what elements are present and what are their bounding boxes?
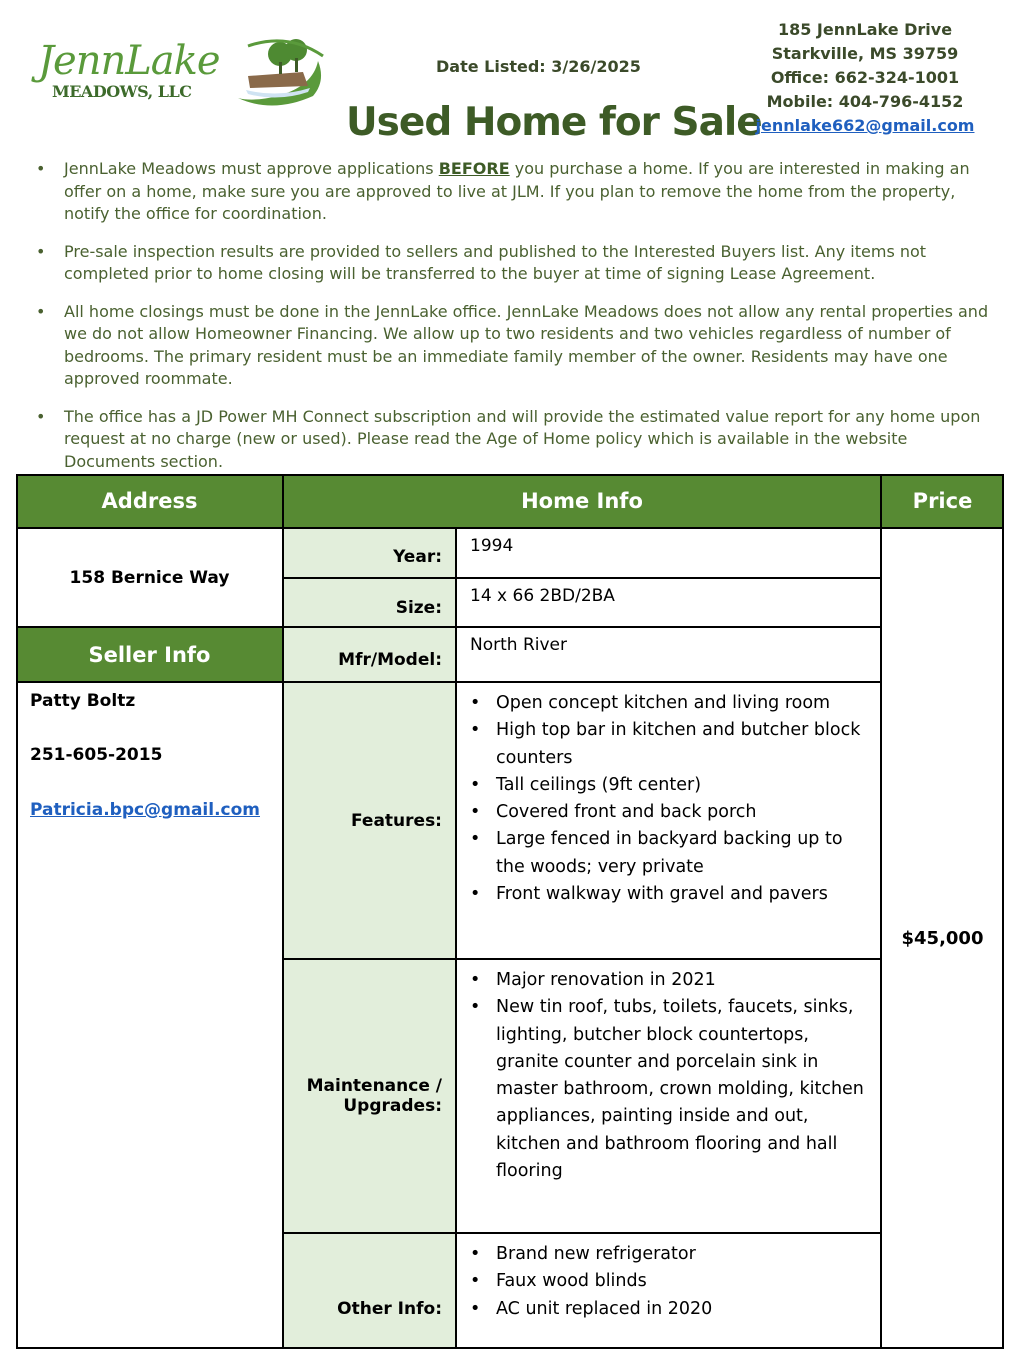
label-mfr-model: Mfr/Model:: [283, 627, 456, 682]
mfr-model-value: North River: [470, 635, 567, 655]
list-item: • Front walkway with gravel and pavers: [496, 881, 867, 908]
header-address: Address: [16, 474, 283, 528]
table-border: [455, 528, 457, 1349]
emphasis-before: BEFORE: [438, 159, 510, 178]
table-border: [16, 681, 881, 683]
list-item: • Covered front and back porch: [496, 799, 867, 826]
table-border: [16, 474, 1004, 476]
list-item: • Brand new refrigerator: [496, 1241, 867, 1268]
list-item: • Faux wood blinds: [496, 1268, 867, 1295]
list-item: • Open concept kitchen and living room: [496, 690, 867, 717]
policy-note: • The office has a JD Power MH Connect subscription and will provide the estimated value report for any home upon request at no charge (new or used). Please read the Age of Home policy which is available in the website Documents section.: [36, 406, 996, 474]
table-border: [16, 474, 18, 1349]
table-border: [880, 474, 882, 1349]
contact-email-link[interactable]: jennlake662@gmail.com: [755, 116, 975, 135]
table-border: [283, 1232, 881, 1234]
page-title: Used Home for Sale: [346, 100, 762, 145]
policy-notes: [36, 158, 996, 488]
maintenance-list: [470, 967, 867, 1185]
contact-mobile-phone: Mobile: 404-796-4152: [766, 92, 964, 111]
policy-note: • JennLake Meadows must approve applications BEFORE you purchase a home. If you are interested in making an offer on a home, make sure you are approved to live at JLM. If you plan to remove the home from the property, notify the office for coordination.: [36, 158, 996, 226]
contact-block: [750, 18, 980, 138]
contact-street: 185 JennLake Drive: [777, 20, 953, 39]
features-list: [470, 690, 867, 908]
seller-email-link[interactable]: Patricia.bpc@gmail.com: [30, 799, 260, 820]
label-features: Features:: [283, 682, 456, 959]
policy-note: • Pre-sale inspection results are provided to sellers and published to the Interested Buyers list. Any items not completed prior to home closing will be transferred to the buyer at time of signing Lease Agreement.: [36, 241, 996, 286]
contact-city: Starkville, MS 39759: [771, 44, 959, 63]
other-info-cell: [456, 1233, 881, 1349]
contact-office-phone: Office: 662-324-1001: [770, 68, 960, 87]
list-item: • Large fenced in backyard backing up to the woods; very private: [496, 826, 867, 881]
table-border: [1002, 474, 1004, 1349]
lake-tree-logo-icon: [218, 36, 328, 114]
table-border: [16, 527, 1004, 529]
other-info-list: [470, 1241, 867, 1323]
table-border: [16, 1347, 1004, 1349]
header-seller-info: Seller Info: [16, 627, 283, 682]
label-other-info: Other Info:: [283, 1233, 456, 1349]
table-border: [16, 626, 881, 628]
header-price: Price: [881, 474, 1004, 528]
price-value: $45,000: [901, 928, 984, 949]
table-border: [283, 958, 881, 960]
table-border: [283, 577, 881, 579]
list-item: • AC unit replaced in 2020: [496, 1296, 867, 1323]
label-size: Size:: [283, 578, 456, 627]
seller-phone: 251-605-2015: [30, 745, 163, 766]
list-item: • High top bar in kitchen and butcher block counters: [496, 717, 867, 772]
maintenance-list-cell: [456, 959, 881, 1233]
policy-note: • All home closings must be done in the JennLake office. JennLake Meadows does not allow any rental properties and we do not allow Homeowner Financing. We allow up to two residents and two vehicles regardless of number of bedrooms. The primary resident must be an immediate family member of the owner. Residents may have one approved roommate.: [36, 301, 996, 391]
list-item: • Tall ceilings (9ft center): [496, 772, 867, 799]
address-value: 158 Bernice Way: [69, 567, 230, 588]
listing-table: [16, 474, 1004, 1349]
jennlake-logo: [38, 36, 328, 114]
label-year: Year:: [283, 528, 456, 578]
list-item: • Major renovation in 2021: [496, 967, 867, 994]
seller-info: [16, 682, 283, 1349]
list-item: • New tin roof, tubs, toilets, faucets, sinks, lighting, butcher block countertops, granite counter and porcelain sink in master bathroom, crown molding, kitchen appliances, painting inside and out, kitchen and bathroom flooring and hall flooring: [496, 994, 867, 1185]
seller-name: Patty Boltz: [30, 691, 136, 711]
features-list-cell: [456, 682, 881, 959]
logo-title: JennLake: [38, 38, 220, 84]
size-value: 14 x 66 2BD/2BA: [470, 586, 615, 606]
header-home-info: Home Info: [283, 474, 881, 528]
logo-subtitle: MEADOWS, LLC: [52, 82, 192, 101]
label-maintenance: Maintenance / Upgrades:: [283, 959, 456, 1233]
year-value: 1994: [470, 536, 514, 556]
table-border: [282, 474, 284, 1349]
date-listed: Date Listed: 3/26/2025: [436, 57, 641, 76]
